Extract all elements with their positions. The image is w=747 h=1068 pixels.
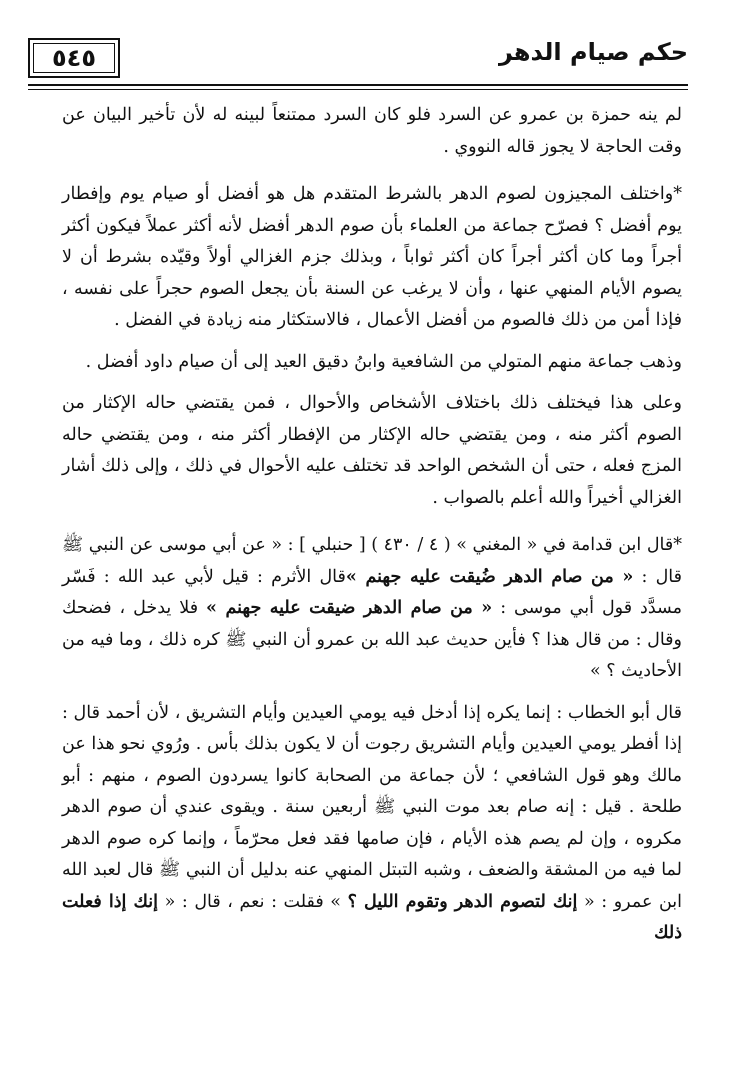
paragraph-5 [62, 530, 682, 688]
hadith-quote-1: « من صام الدهر ضُيقت عليه جهنم » [345, 566, 634, 587]
running-title: حكم صيام الدهر [498, 38, 688, 66]
reply-text: » فقلت : نعم ، قال : « [158, 891, 348, 912]
paragraph-6 [62, 698, 682, 950]
quote-intro: *قال ابن قدامة في « المغني » ( ٤ / ٤٣٠ ) [ حنبلي ] : « عن أبي موسى عن النبي ﷺ قال : [62, 535, 682, 587]
paragraph-1: لم ينه حمزة بن عمرو عن السرد فلو كان السرد ممتنعاً لبينه له لأن تأخير البيان عن وقت الحاجة لا يجوز قاله النووي . [62, 105, 682, 157]
page-header [28, 34, 688, 84]
hadith-quote-2: « من صام الدهر ضيقت عليه جهنم » [206, 598, 493, 618]
page-number: ٥٤٥ [28, 38, 120, 78]
abu-khattab-text: قال أبو الخطاب : إنما يكره إذا أدخل فيه يومي العيدين وأيام التشريق ، لأن أحمد قال : إذا أفطر يومي العيدين وأيام التشريق رجوت أن لا يكون بذلك بأس . ورُوي نحو هذا عن مالك وهو قول الشافعي ؛ لأن جماعة من الصحابة كانوا يسردون الصوم ، منهم : أبو طلحة . قيل : إنه صام بعد موت النبي ﷺ أربعين سنة . ويقوى عندي أن صوم الدهر مكروه ، وإن لم يصم هذه الأيام ، فإن صامها فقد فعل محرّماً ، وإنما كره صوم الدهر لما فيه من المشقة والضعف ، وشبه التبتل المنهي عنه بدليل أن النبي ﷺ قال لعبد الله ابن عمرو : « [62, 702, 683, 912]
quote-continuation: فلا يدخل ، فضحك وقال : من قال هذا ؟ فأين حديث عبد الله بن عمرو أن النبي ﷺ كره ذلك ، وما فيه من الأحاديث ؟ » [62, 598, 682, 681]
paragraph-2: *واختلف المجيزون لصوم الدهر بالشرط المتقدم هل هو أفضل أو صيام يوم وإفطار يوم أفضل ؟ فصرّح جماعة من العلماء بأن صوم الدهر أفضل لأنه أكثر عملاً فيكون أكثر أجراً وما كان أكثر أجراً كان أكثر ثواباً ، وبذلك جزم الغزالي أولاً وقيّده بشرط أن لا يصوم الأيام المنهي عنها ، وأن لا يرغب عن السنة بأن يجعل الصوم حجراً على نفسه ، فإذا أمن من ذلك فالصوم من أفضل الأعمال ، فالاستكثار منه زيادة في الفضل . [62, 184, 682, 330]
paragraph-4: وعلى هذا فيختلف ذلك باختلاف الأشخاص والأحوال ، فمن يقتضي حاله الإكثار من الصوم أكثر منه ، ومن يقتضي حاله الإكثار من الإفطار أكثر منه ، ومن يقتضي حاله المزج فعله ، حتى أن الشخص الواحد قد تختلف عليه الأحوال في ذلك ، وإلى ذلك أشار الغزالي أخيراً والله أعلم بالصواب . [62, 393, 682, 508]
body-text [62, 100, 682, 960]
hadith-quote-3: إنك لتصوم الدهر وتقوم الليل ؟ [347, 891, 578, 912]
hadith-quote-4: إنك إذا فعلت ذلك [62, 891, 682, 943]
header-rule [28, 84, 688, 90]
paragraph-3: وذهب جماعة منهم المتولي من الشافعية وابنُ دقيق العيد إلى أن صيام داود أفضل . [85, 351, 682, 372]
athram-text: قال الأثرم : قيل لأبي عبد الله : فَسّر مسدَّد قول أبي موسى : [62, 566, 683, 618]
